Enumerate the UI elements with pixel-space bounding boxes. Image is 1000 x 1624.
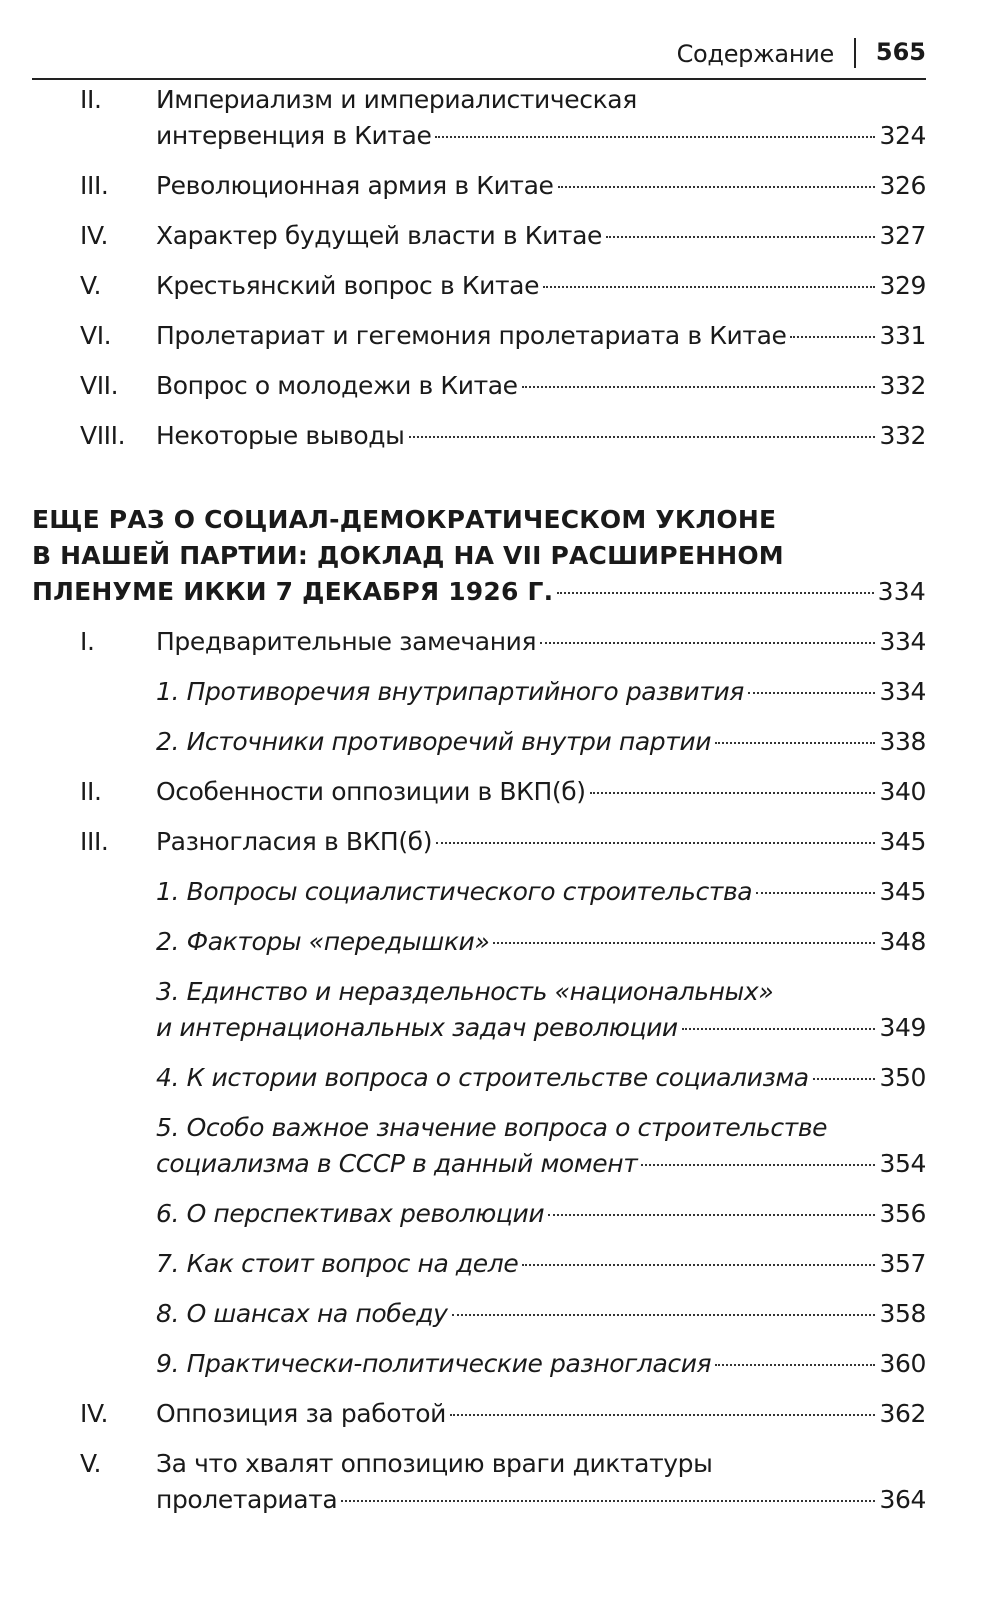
entry-title-line	[156, 774, 926, 810]
entry-title: интервенция в Китае	[156, 121, 432, 150]
entry-body	[156, 724, 926, 760]
dot-leader	[641, 1164, 875, 1166]
dot-leader	[790, 336, 875, 338]
dot-leader	[813, 1078, 876, 1080]
entry-body	[156, 1246, 926, 1282]
entry-number: V.	[80, 271, 102, 300]
entry-title: Некоторые выводы	[156, 421, 405, 450]
entry-page-number: 327	[879, 221, 926, 250]
entry-body	[156, 1060, 926, 1096]
entry-title-line	[156, 1246, 926, 1282]
dot-leader	[435, 136, 875, 138]
entry-body	[156, 874, 926, 910]
section-title: В НАШЕЙ ПАРТИИ: ДОКЛАД НА VII РАСШИРЕННОМ	[32, 541, 784, 570]
entry-title-line	[156, 368, 926, 404]
entry-number: IV.	[80, 1399, 108, 1428]
entry-number: VI.	[80, 321, 112, 350]
entry-page-number: 354	[879, 1149, 926, 1178]
entry-body	[156, 1446, 926, 1518]
entry-title: 8. О шансах на победу	[156, 1299, 448, 1328]
entry-title-line	[156, 674, 926, 710]
entry-title: 5. Особо важное значение вопроса о строительстве	[156, 1113, 828, 1142]
section-title-line	[32, 502, 926, 538]
entry-title-line	[156, 1196, 926, 1232]
entry-number: III.	[80, 171, 109, 200]
entry-title-line	[156, 1010, 926, 1046]
dot-leader	[522, 1264, 875, 1266]
dot-leader	[522, 386, 876, 388]
entry-number: VII.	[80, 371, 119, 400]
entry-body	[156, 974, 926, 1046]
dot-leader	[543, 286, 875, 288]
entry-title: 1. Вопросы социалистического строительства	[156, 877, 753, 906]
entry-title-line	[156, 974, 926, 1010]
entry-page-number: 340	[879, 777, 926, 806]
entry-number: III.	[80, 827, 109, 856]
entry-title: Предварительные замечания	[156, 627, 537, 656]
entry-page-number: 331	[879, 321, 926, 350]
entry-title-line	[156, 218, 926, 254]
entry-title-line	[156, 118, 926, 154]
entry-body	[156, 674, 926, 710]
dot-leader	[540, 642, 875, 644]
entry-page-number: 332	[879, 421, 926, 450]
dot-leader	[493, 942, 875, 944]
entry-title: 1. Противоречия внутрипартийного развития	[156, 677, 744, 706]
dot-leader	[341, 1500, 875, 1502]
dot-leader	[756, 892, 875, 894]
section-heading	[32, 502, 926, 610]
entry-body	[156, 418, 926, 454]
entry-title-line	[156, 268, 926, 304]
entry-number: II.	[80, 777, 102, 806]
entry-page-number: 357	[879, 1249, 926, 1278]
entry-title: Революционная армия в Китае	[156, 171, 554, 200]
entry-title-line	[156, 318, 926, 354]
page-number: 565	[875, 38, 926, 66]
entry-page-number: 364	[879, 1485, 926, 1514]
entry-title: Особенности оппозиции в ВКП(б)	[156, 777, 586, 806]
entry-body	[156, 924, 926, 960]
entry-title: 2. Факторы «передышки»	[156, 927, 490, 956]
entry-body	[156, 774, 926, 810]
entry-title-line	[156, 1110, 926, 1146]
dot-leader	[606, 236, 875, 238]
section-title-line	[32, 538, 926, 574]
entry-page-number: 350	[879, 1063, 926, 1092]
entry-title: Характер будущей власти в Китае	[156, 221, 602, 250]
entry-number: I.	[80, 627, 95, 656]
entry-title-line	[156, 824, 926, 860]
dot-leader	[682, 1028, 876, 1030]
section-title-line	[32, 574, 926, 610]
section-page-number: 334	[877, 577, 926, 606]
dot-leader	[557, 592, 873, 594]
entry-page-number: 326	[879, 171, 926, 200]
entry-body	[156, 1396, 926, 1432]
entry-page-number: 334	[879, 677, 926, 706]
entry-number: VIII.	[80, 421, 126, 450]
section-title: ЕЩЕ РАЗ О СОЦИАЛ-ДЕМОКРАТИЧЕСКОМ УКЛОНЕ	[32, 505, 777, 534]
entry-title-line	[156, 1346, 926, 1382]
entry-title-line	[156, 1146, 926, 1182]
entry-title: 3. Единство и нераздельность «национальных»	[156, 977, 774, 1006]
entry-body	[156, 624, 926, 660]
entry-title-line	[156, 1396, 926, 1432]
dot-leader	[436, 842, 875, 844]
entry-title: 2. Источники противоречий внутри партии	[156, 727, 712, 756]
entry-body	[156, 318, 926, 354]
entry-page-number: 332	[879, 371, 926, 400]
entry-title: Разногласия в ВКП(б)	[156, 827, 433, 856]
entry-body	[156, 1196, 926, 1232]
entry-title-line	[156, 418, 926, 454]
entry-title: социализма в СССР в данный момент	[156, 1149, 638, 1178]
entry-title: 6. О перспективах революции	[156, 1199, 545, 1228]
entry-page-number: 329	[879, 271, 926, 300]
entry-body	[156, 1110, 926, 1182]
entry-title-line	[156, 624, 926, 660]
entry-number: V.	[80, 1449, 102, 1478]
section-title: ПЛЕНУМЕ ИККИ 7 ДЕКАБРЯ 1926 Г.	[32, 577, 554, 606]
dot-leader	[548, 1214, 875, 1216]
running-title: Содержание	[676, 40, 834, 68]
entry-title: и интернациональных задач революции	[156, 1013, 678, 1042]
entry-title: Империализм и империалистическая	[156, 85, 637, 114]
dot-leader	[450, 1414, 875, 1416]
entry-page-number: 324	[879, 121, 926, 150]
dot-leader	[590, 792, 876, 794]
entry-page-number: 349	[879, 1013, 926, 1042]
page-header	[32, 32, 926, 80]
entry-body	[156, 268, 926, 304]
dot-leader	[558, 186, 876, 188]
entry-title: Вопрос о молодежи в Китае	[156, 371, 518, 400]
entry-title: Пролетариат и гегемония пролетариата в Китае	[156, 321, 787, 350]
dot-leader	[715, 742, 875, 744]
dot-leader	[409, 436, 876, 438]
dot-leader	[748, 692, 876, 694]
entry-body	[156, 368, 926, 404]
entry-title: За что хвалят оппозицию враги диктатуры	[156, 1449, 713, 1478]
entry-body	[156, 1346, 926, 1382]
dot-leader	[452, 1314, 876, 1316]
header-divider	[854, 38, 856, 68]
entry-title: Крестьянский вопрос в Китае	[156, 271, 540, 300]
entry-body	[156, 218, 926, 254]
entry-page-number: 338	[879, 727, 926, 756]
entry-title-line	[156, 1446, 926, 1482]
entry-page-number: 334	[879, 627, 926, 656]
entry-title-line	[156, 724, 926, 760]
entry-title: 9. Практически-политические разногласия	[156, 1349, 712, 1378]
entry-number: II.	[80, 85, 102, 114]
dot-leader	[715, 1364, 875, 1366]
entry-page-number: 360	[879, 1349, 926, 1378]
entry-number: IV.	[80, 221, 108, 250]
entry-title-line	[156, 82, 926, 118]
entry-title: 4. К истории вопроса о строительстве социализма	[156, 1063, 809, 1092]
entry-page-number: 358	[879, 1299, 926, 1328]
entry-title-line	[156, 874, 926, 910]
entry-title-line	[156, 1060, 926, 1096]
entry-title-line	[156, 1296, 926, 1332]
entry-title: пролетариата	[156, 1485, 338, 1514]
entry-title-line	[156, 168, 926, 204]
entry-page-number: 356	[879, 1199, 926, 1228]
entry-title-line	[156, 924, 926, 960]
entry-title-line	[156, 1482, 926, 1518]
entry-page-number: 348	[879, 927, 926, 956]
entry-body	[156, 82, 926, 154]
entry-body	[156, 1296, 926, 1332]
entry-page-number: 362	[879, 1399, 926, 1428]
entry-body	[156, 168, 926, 204]
entry-page-number: 345	[879, 827, 926, 856]
entry-title: 7. Как стоит вопрос на деле	[156, 1249, 519, 1278]
entry-page-number: 345	[879, 877, 926, 906]
entry-title: Оппозиция за работой	[156, 1399, 447, 1428]
entry-body	[156, 824, 926, 860]
